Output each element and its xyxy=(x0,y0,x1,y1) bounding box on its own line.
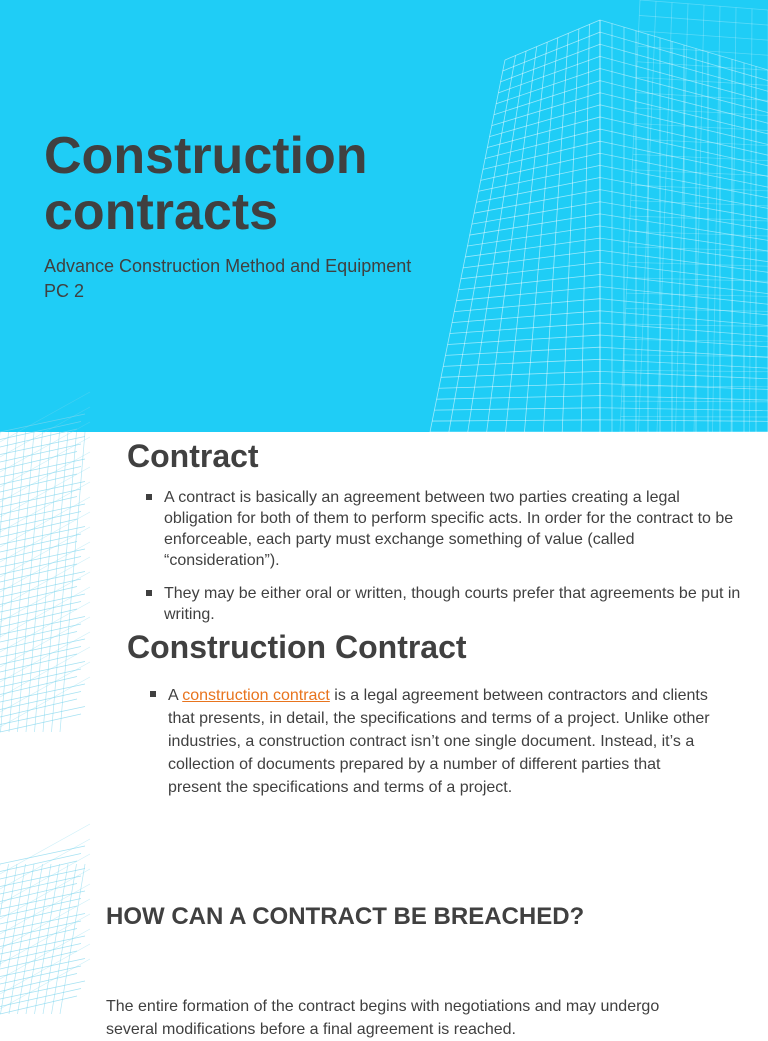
contract-heading: Contract xyxy=(127,437,259,475)
breach-slide xyxy=(0,864,768,1024)
slide-title xyxy=(44,128,368,240)
breach-heading: HOW CAN A CONTRACT BE BREACHED? xyxy=(106,902,584,932)
title-line-1: Construction xyxy=(44,127,368,185)
subtitle-line-2: PC 2 xyxy=(44,279,484,304)
list-item xyxy=(150,684,710,799)
contract-slide xyxy=(0,432,768,864)
bullet-text: is a legal agreement between contractors and clients that presents, in detail, the specifications and terms of a project. Unlike other industries, a construction contract isn’t one single document. Instead, it’s a collection of documents prepared by a number of different parties that present the specifications and terms of a project. xyxy=(168,687,710,796)
building-wireframe-corner-illustration xyxy=(0,864,110,1024)
breach-paragraph: The entire formation of the contract begins with negotiations and may undergo several modifications before a final agreement is reached. xyxy=(106,995,706,1041)
list-item: A contract is basically an agreement between two parties creating a legal obligation for both of them to perform specific acts. In order for the contract to be enforceable, each party must exchange something of value (called “consideration”). xyxy=(146,487,742,571)
title-line-2: contracts xyxy=(44,183,278,241)
construction-contract-bullet-list xyxy=(150,684,710,799)
slide-subtitle xyxy=(44,254,484,304)
construction-contract-heading: Construction Contract xyxy=(127,628,467,666)
contract-bullet-list xyxy=(146,487,742,637)
subtitle-line-1: Advance Construction Method and Equipment xyxy=(44,254,484,279)
construction-contract-link[interactable]: construction contract xyxy=(182,687,330,704)
list-item: They may be either oral or written, though courts prefer that agreements be put in writing. xyxy=(146,583,742,625)
title-slide xyxy=(0,0,768,432)
bullet-prefix: A xyxy=(168,687,182,704)
building-wireframe-corner-illustration xyxy=(0,432,120,732)
